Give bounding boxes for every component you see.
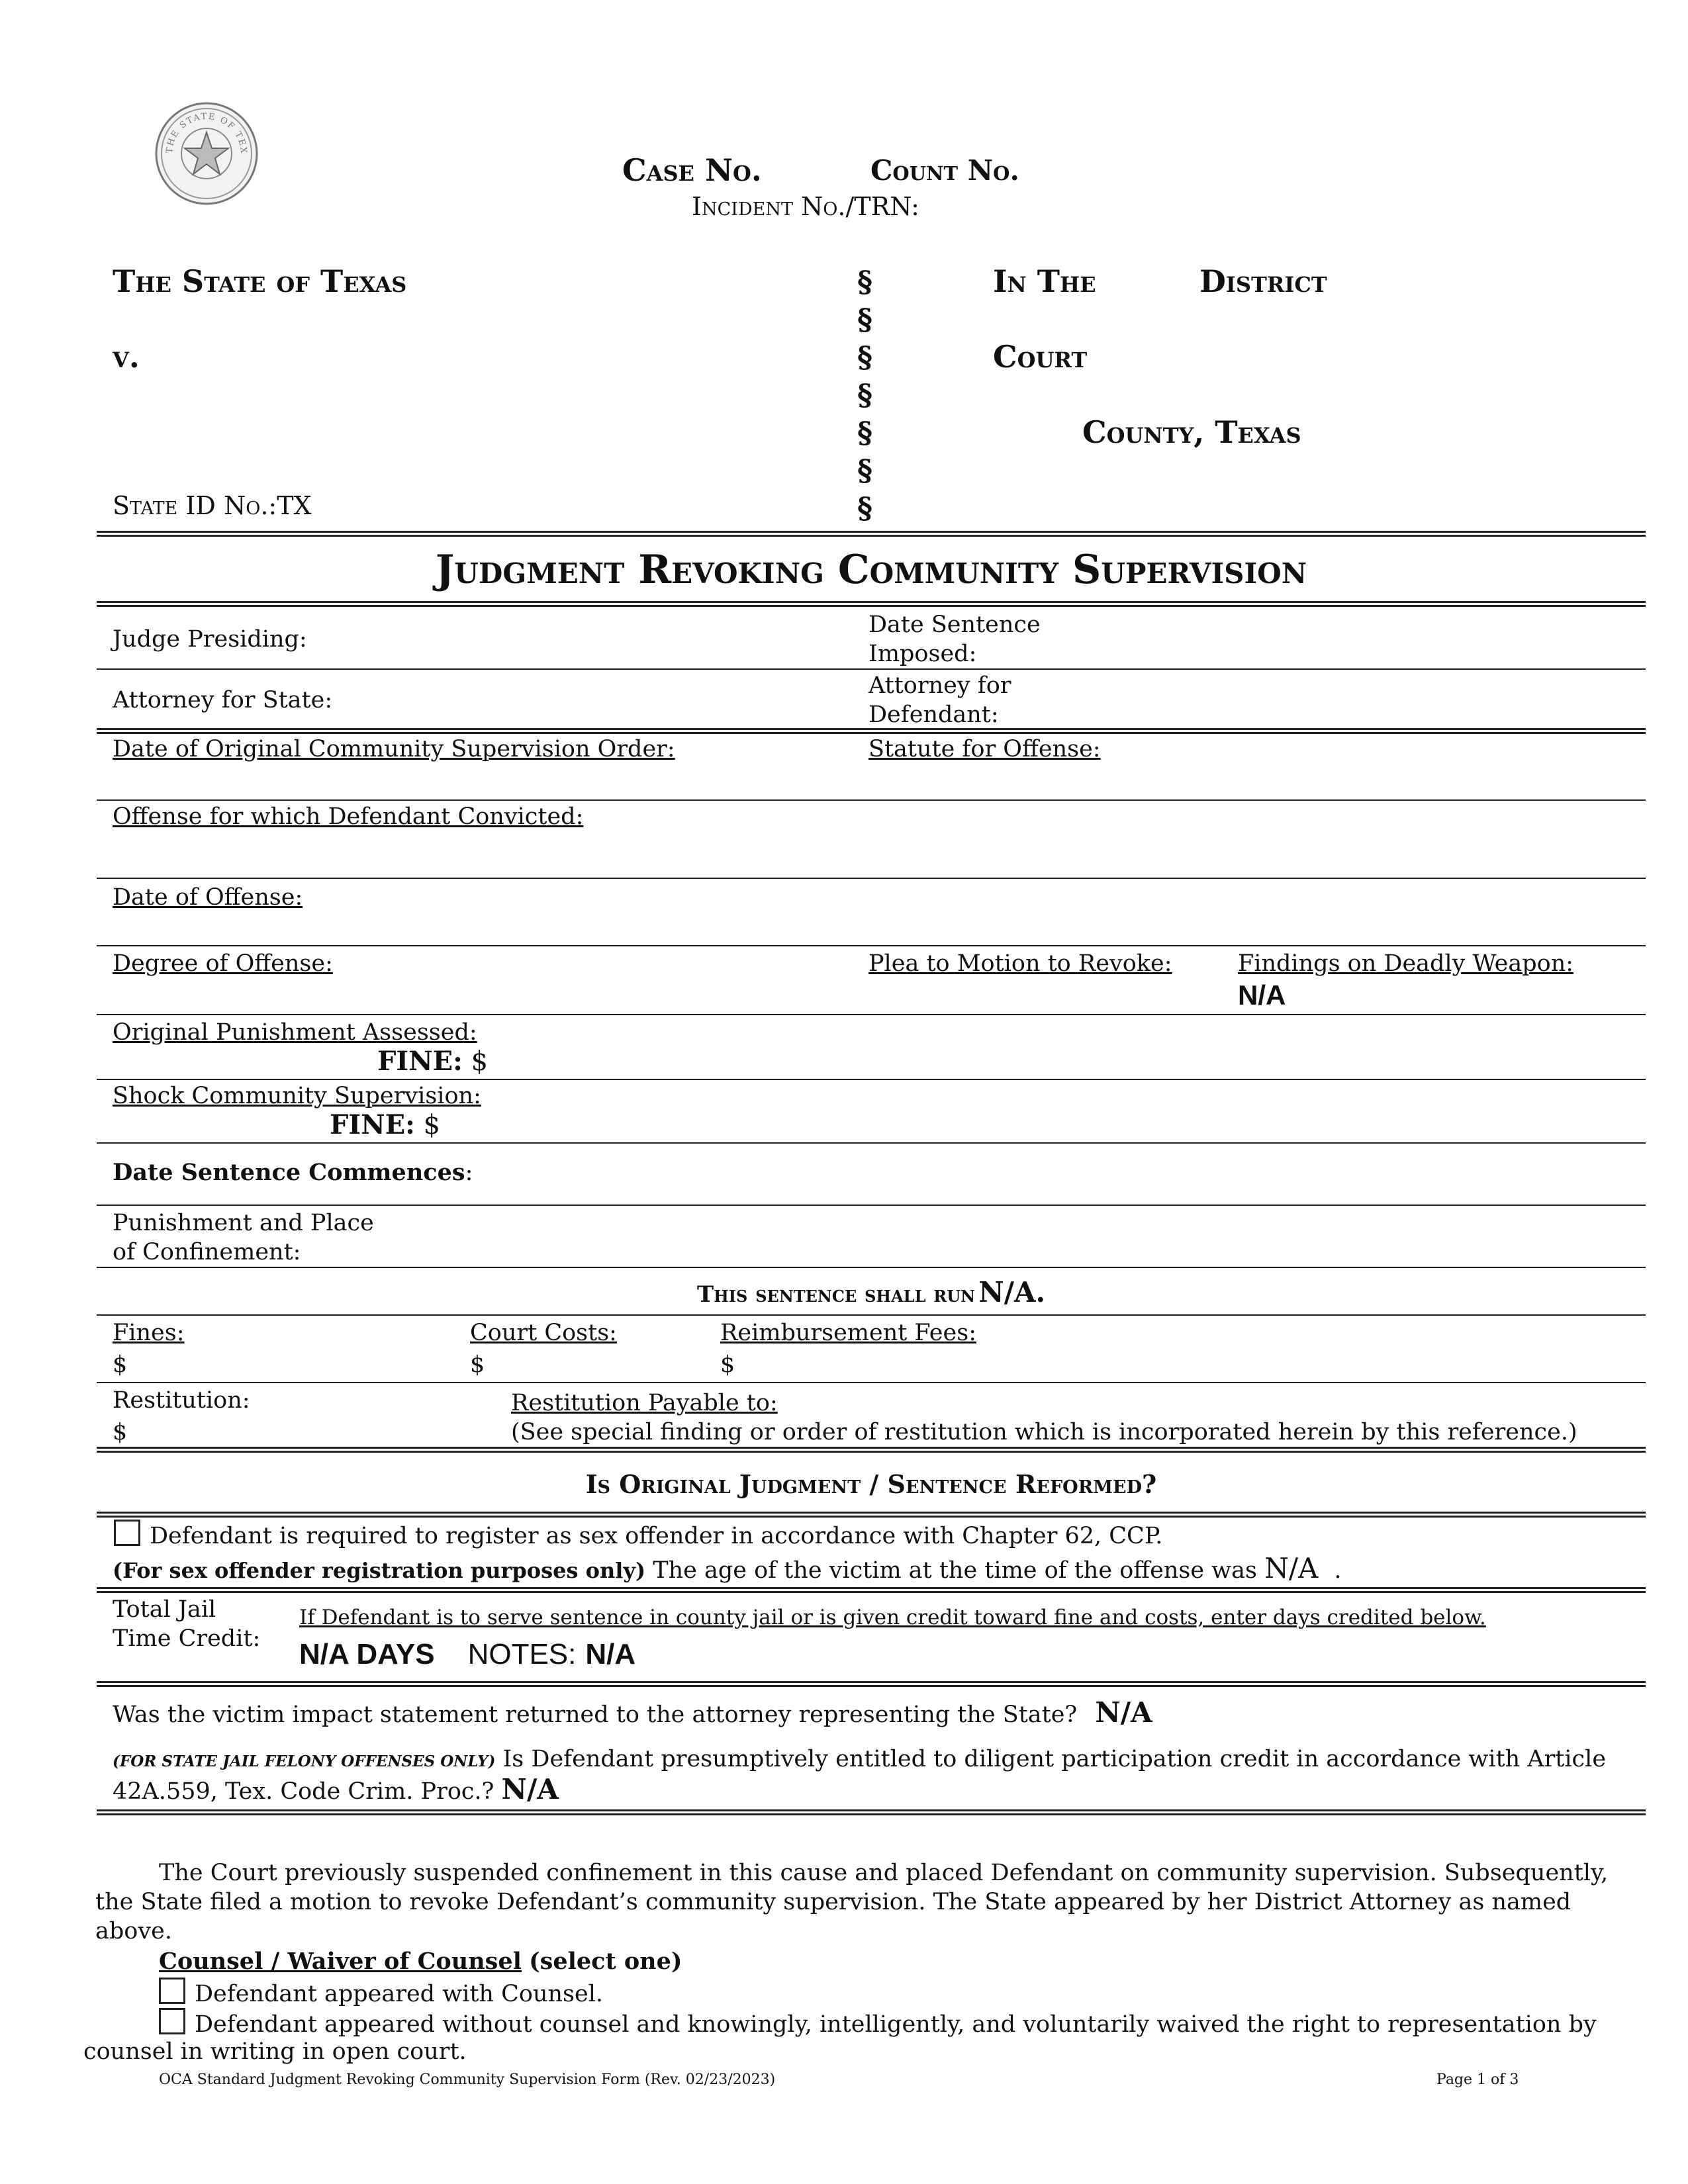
option-without-counsel[interactable]: [159, 2008, 1597, 2039]
victim-statement-question: Was the victim impact statement returned to the attorney representing the State?: [113, 1702, 1078, 1728]
shock-fine: [330, 1109, 440, 1140]
rule-double: [97, 1447, 1646, 1453]
jail-credit-instruction: If Defendant is to serve sentence in county jail or is given credit toward fine and costs, enter days credited below.: [299, 1606, 1486, 1629]
attorney-state-label: Attorney for State:: [113, 687, 333, 713]
section-symbol: §: [857, 379, 873, 412]
case-no-label: Case No.: [622, 152, 762, 188]
state-id-label: State ID No.:TX: [113, 491, 312, 520]
reimbursement-label: Reimbursement Fees:: [720, 1320, 976, 1346]
original-punishment-label: Original Punishment Assessed:: [113, 1019, 477, 1046]
body-paragraph-line-3: above.: [95, 1918, 172, 1944]
reformed-heading: Is Original Judgment / Sentence Reformed?: [585, 1469, 1157, 1499]
attorney-defendant-label-2: Defendant:: [868, 702, 999, 728]
victim-statement-value: N/A: [1095, 1696, 1152, 1729]
restitution-dollar: $: [113, 1419, 128, 1445]
findings-weapon-label: Findings on Deadly Weapon:: [1238, 950, 1574, 977]
date-commences-bold: Date Sentence Commences: [113, 1159, 465, 1186]
fines-label: Fines:: [113, 1320, 185, 1346]
date-sentence-imposed-label-2: Imposed:: [868, 641, 977, 667]
restitution-note: (See special finding or order of restitution which is incorporated herein by this reference.): [511, 1419, 1577, 1445]
rule: [97, 1267, 1646, 1268]
dollar-sign: $: [471, 1046, 489, 1077]
counsel-select: (select one): [529, 1948, 682, 1975]
footer-page-number: Page 1 of 3: [1436, 2071, 1519, 2088]
degree-offense-label: Degree of Offense:: [113, 950, 333, 977]
notes-label: NOTES:: [467, 1638, 577, 1670]
body-paragraph-line-2: the State filed a motion to revoke Defendant’s community supervision. The State appeared by her District Attorney as named: [95, 1889, 1571, 1915]
rule: [97, 1079, 1646, 1080]
court-costs-dollar: $: [470, 1351, 485, 1378]
section-symbol: §: [857, 492, 873, 525]
state-jail-qualifier: (FOR STATE JAIL FELONY OFFENSES ONLY): [113, 1752, 496, 1770]
texas-state-seal-icon: [154, 101, 259, 206]
dollar-sign: $: [423, 1110, 441, 1140]
section-symbol: §: [857, 341, 873, 375]
rule: [97, 668, 1646, 670]
option-with-counsel[interactable]: [159, 1978, 603, 2009]
page-title: Judgment Revoking Community Supervision: [435, 547, 1307, 593]
rule: [97, 1314, 1646, 1316]
rule: [97, 1205, 1646, 1206]
incident-no-label: Incident No./TRN:: [692, 192, 919, 221]
victim-age-text: The age of the victim at the time of the offense was: [653, 1557, 1257, 1584]
punishment-place-label: Punishment and Place: [113, 1210, 374, 1236]
caption-district: District: [1199, 263, 1327, 299]
restitution-payable-label: Restitution Payable to:: [511, 1390, 778, 1416]
statute-label: Statute for Offense:: [868, 736, 1101, 762]
caption-county: County, Texas: [1082, 414, 1301, 450]
victim-age-value: N/A: [1264, 1552, 1319, 1584]
caption-versus: v.: [113, 339, 140, 375]
date-offense-label: Date of Offense:: [113, 884, 303, 911]
jail-days-value: N/A DAYS: [299, 1638, 435, 1670]
section-symbol: §: [857, 303, 873, 337]
victim-age-row: [113, 1554, 1341, 1585]
sentence-run-value: N/A.: [978, 1276, 1046, 1308]
reimbursement-dollar: $: [720, 1351, 735, 1378]
state-jail-row-2: [113, 1775, 559, 1806]
caption-court: Court: [993, 339, 1088, 375]
offense-convicted-label: Offense for which Defendant Convicted:: [113, 803, 584, 830]
footer-form-name: OCA Standard Judgment Revoking Community Supervision Form (Rev. 02/23/2023): [159, 2071, 776, 2088]
fine-label: FINE:: [377, 1046, 463, 1077]
rule-title-top: [97, 531, 1646, 537]
count-no-label: Count No.: [870, 154, 1019, 187]
rule: [97, 1142, 1646, 1144]
section-symbol: §: [857, 416, 873, 450]
sentence-run-label: This sentence shall run: [696, 1281, 976, 1308]
section-symbols: [857, 263, 872, 527]
state-jail-row: [113, 1745, 1606, 1776]
rule-title-bottom: [97, 601, 1646, 607]
section-symbol: §: [857, 265, 873, 299]
period: .: [1334, 1557, 1342, 1584]
without-counsel-checkbox[interactable]: [159, 2008, 185, 2034]
attorney-defendant-label: Attorney for: [868, 672, 1011, 699]
findings-weapon-value: N/A: [1238, 979, 1286, 1011]
caption-state: The State of Texas: [113, 263, 407, 299]
without-counsel-label: Defendant appeared without counsel and knowingly, intelligently, and voluntarily waived the right to representation by: [195, 2011, 1597, 2038]
plea-motion-label: Plea to Motion to Revoke:: [868, 950, 1172, 977]
jail-credit-values: [299, 1637, 635, 1671]
date-commences-label: [113, 1158, 473, 1187]
section-symbol: §: [857, 454, 873, 488]
judge-presiding-label: Judge Presiding:: [113, 626, 307, 653]
option-without-counsel-line-2: counsel in writing in open court.: [83, 2038, 467, 2065]
court-costs-label: Court Costs:: [470, 1320, 617, 1346]
date-sentence-imposed-label: Date Sentence: [868, 612, 1041, 638]
rule-double: [97, 1809, 1646, 1815]
svg-text:THE STATE OF TEXAS: THE STATE OF TEX: [164, 111, 249, 155]
shock-supervision-label: Shock Community Supervision:: [113, 1083, 481, 1109]
rule-double: [97, 1681, 1646, 1687]
body-paragraph-line-1: The Court previously suspended confinement in this cause and placed Defendant on community supervision. Subsequently,: [159, 1860, 1609, 1886]
rule-double: [97, 1587, 1646, 1593]
rule: [97, 878, 1646, 879]
rule-double: [97, 728, 1646, 734]
sex-offender-row[interactable]: [114, 1520, 1162, 1551]
rule: [97, 799, 1646, 801]
jail-credit-label-2: Time Credit:: [113, 1625, 261, 1652]
punishment-place-label-2: of Confinement:: [113, 1239, 301, 1265]
sex-offender-checkbox[interactable]: [114, 1520, 140, 1546]
victim-statement-row: [113, 1698, 1152, 1729]
original-fine: [377, 1046, 488, 1077]
notes-value: N/A: [585, 1638, 636, 1670]
rule: [97, 1014, 1646, 1015]
sex-offender-purpose: (For sex offender registration purposes only): [113, 1558, 646, 1583]
state-jail-value: N/A: [501, 1773, 559, 1805]
rule: [97, 945, 1646, 946]
state-jail-question-2: 42A.559, Tex. Code Crim. Proc.?: [113, 1778, 494, 1805]
fine-label: FINE:: [330, 1109, 415, 1140]
restitution-label: Restitution:: [113, 1387, 250, 1414]
date-original-order-label: Date of Original Community Supervision Order:: [113, 736, 675, 762]
rule-double: [97, 1512, 1646, 1518]
fines-dollar: $: [113, 1351, 128, 1378]
with-counsel-checkbox[interactable]: [159, 1978, 185, 2004]
sentence-run-row: [97, 1276, 1646, 1308]
counsel-heading-row: [159, 1947, 682, 1976]
rule: [97, 1382, 1646, 1383]
colon: :: [465, 1160, 473, 1186]
with-counsel-label: Defendant appeared with Counsel.: [195, 1981, 604, 2007]
caption-in-the: In The: [993, 263, 1096, 299]
jail-credit-label: Total Jail: [113, 1596, 216, 1623]
counsel-heading: Counsel / Waiver of Counsel: [159, 1948, 522, 1975]
state-jail-question: Is Defendant presumptively entitled to diligent participation credit in accordance with Article: [502, 1746, 1607, 1772]
sex-offender-label: Defendant is required to register as sex offender in accordance with Chapter 62, CCP.: [150, 1523, 1163, 1549]
